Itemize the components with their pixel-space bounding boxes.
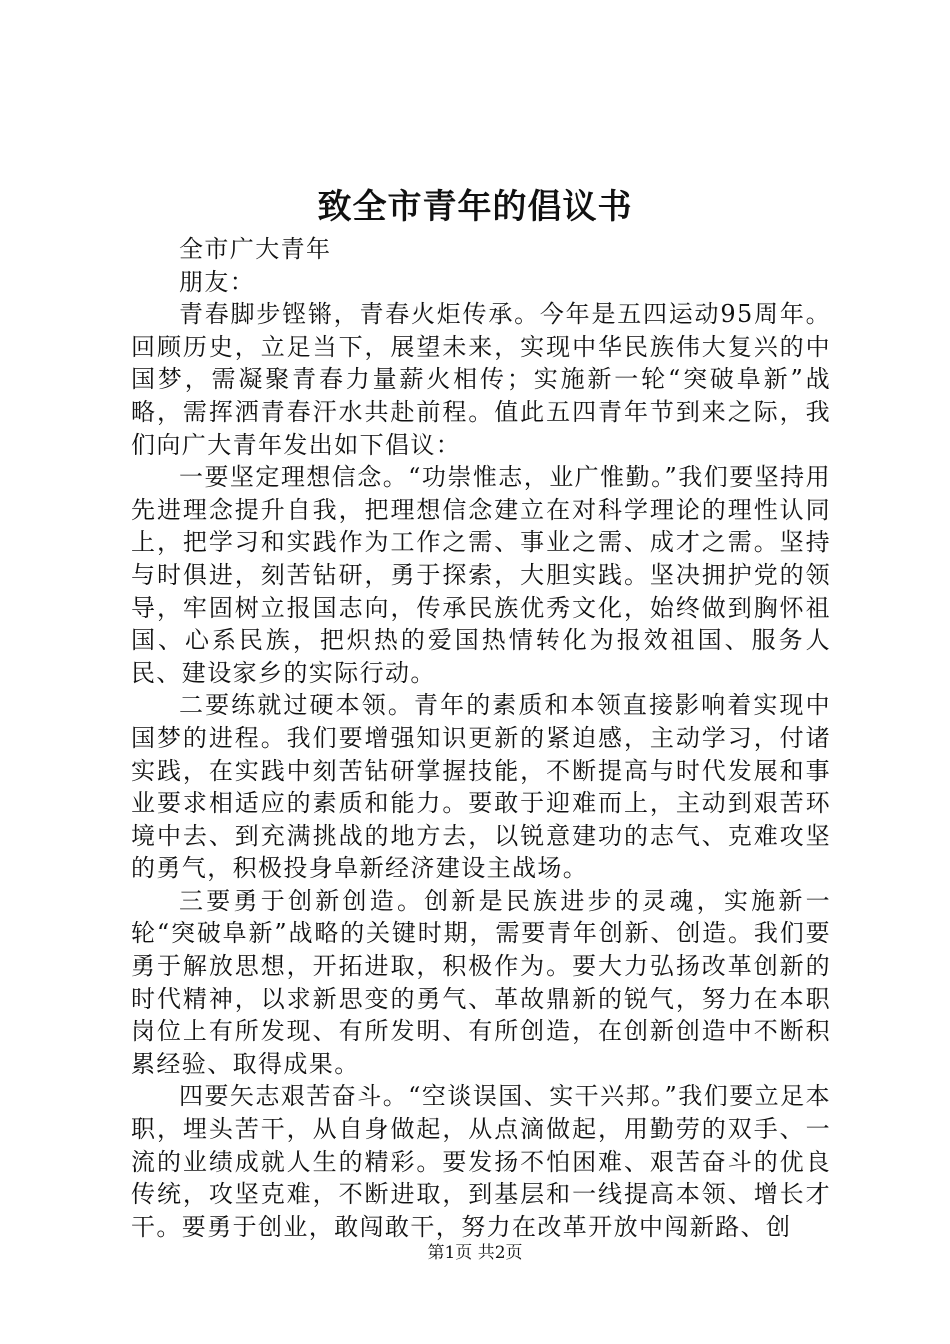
document-body bbox=[131, 233, 831, 1243]
salutation-line: 全市广大青年 bbox=[179, 235, 332, 263]
document-title: 致全市青年的倡议书 bbox=[317, 187, 633, 227]
page-footer: 第1页 共2页 bbox=[427, 1243, 523, 1263]
proposal-paragraph-1: 一要坚定理想信念。“功崇惟志，业广惟勤。”我们要坚持用先进理念提升自我，把理想信念建立在对科学理论的理性认同上，把学习和实践作为工作之需、事业之需、成才之需。坚持与时俱进，刻苦钻研，勇于探索，大胆实践。坚决拥护党的领导，牢固树立报国志向，传承民族优秀文化，始终做到胸怀祖国、心系民族，把炽热的爱国热情转化为报效祖国、服务人民、建设家乡的实际行动。 bbox=[131, 463, 831, 687]
salutation-line: 朋友： bbox=[179, 267, 256, 296]
proposal-paragraph-4: 四要矢志艰苦奋斗。“空谈误国、实干兴邦。”我们要立足本职，埋头苦干，从自身做起，从点滴做起，用勤劳的双手、一流的业绩成就人生的精彩。要发扬不怕困难、艰苦奋斗的优良传统，攻坚克难，不断进取，到基层和一线提高本领、增长才干。要勇于创业，敢闯敢干，努力在改革开放中闯新路、创 bbox=[131, 1082, 831, 1241]
proposal-paragraph-3: 三要勇于创新创造。创新是民族进步的灵魂，实施新一轮“突破阜新”战略的关键时期，需要青年创新、创造。我们要勇于解放思想，开拓进取，积极作为。要大力弘扬改革创新的时代精神，以求新思变的勇气、革故鼎新的锐气，努力在本职岗位上有所发现、有所发明、有所创造，在创新创造中不断积累经验、取得成果。 bbox=[131, 886, 831, 1078]
proposal-paragraph-2: 二要练就过硬本领。青年的素质和本领直接影响着实现中国梦的进程。我们要增强知识更新的紧迫感，主动学习，付诸实践，在实践中刻苦钻研掌握技能，不断提高与时代发展和事业要求相适应的素质和能力。要敢于迎难而上，主动到艰苦环境中去、到充满挑战的地方去，以锐意建功的志气、克难攻坚的勇气，积极投身阜新经济建设主战场。 bbox=[131, 691, 831, 883]
intro-paragraph: 青春脚步铿锵，青春火炬传承。今年是五四运动95周年。回顾历史，立足当下，展望未来，实现中华民族伟大复兴的中国梦，需凝聚青春力量薪火相传；实施新一轮“突破阜新”战略，需挥洒青春汗水共赴前程。值此五四青年节到来之际，我们向广大青年发出如下倡议： bbox=[131, 300, 831, 459]
